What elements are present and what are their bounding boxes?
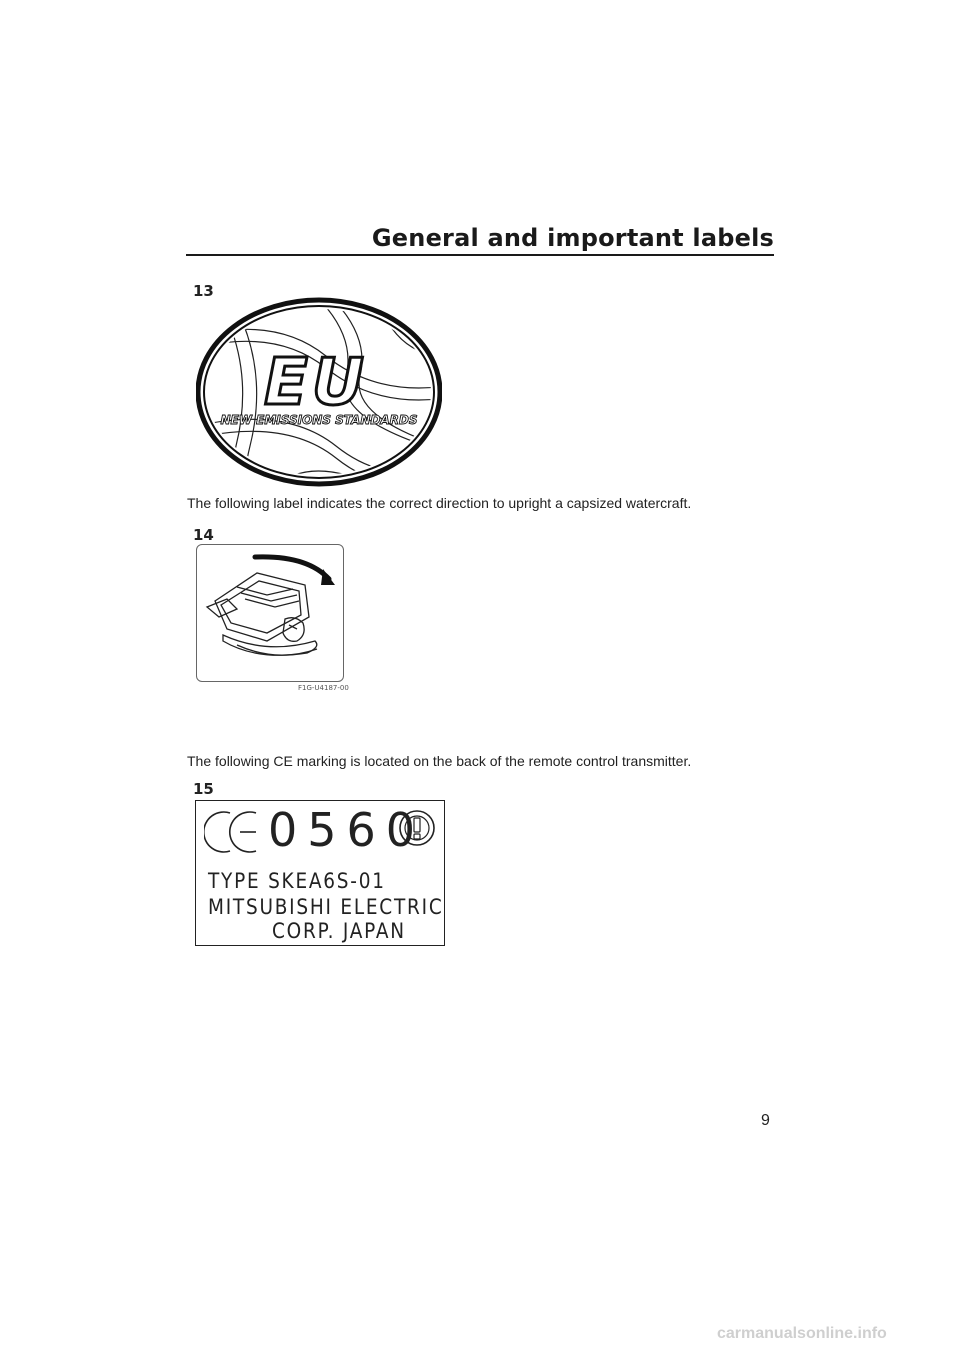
page-number: 9: [761, 1112, 770, 1129]
ce-notified-body-number: 0560: [268, 803, 426, 857]
ce-country-line: CORP. JAPAN: [272, 919, 406, 943]
eu-label-main: EU: [264, 346, 368, 420]
header-divider: [186, 254, 774, 256]
figure-14-intro: The following label indicates the correct direction to upright a capsized watercraft.: [187, 495, 692, 511]
ce-marking-label: [195, 800, 445, 946]
capsize-recovery-illustration: [197, 545, 343, 681]
ce-type-line: TYPE SKEA6S-01: [208, 869, 386, 893]
ce-mark-icon: [204, 807, 264, 857]
ce-manufacturer-line: MITSUBISHI ELECTRIC: [208, 895, 444, 919]
figure-code: F1G-U4187-00: [298, 684, 349, 692]
eu-label-sub: NEW EMISSIONS STANDARDS: [220, 413, 418, 427]
capsize-recovery-label: [196, 544, 344, 682]
watermark: carmanualsonline.info: [717, 1325, 887, 1342]
alert-circle-icon: [398, 809, 436, 847]
page-title: General and important labels: [371, 224, 774, 252]
figure-15-intro: The following CE marking is located on the back of the remote control transmitter.: [187, 753, 692, 769]
figure-number-15: 15: [193, 780, 214, 798]
eu-emissions-label: [196, 296, 442, 488]
figure-number-14: 14: [193, 526, 214, 544]
figure-number-13: 13: [193, 282, 214, 300]
